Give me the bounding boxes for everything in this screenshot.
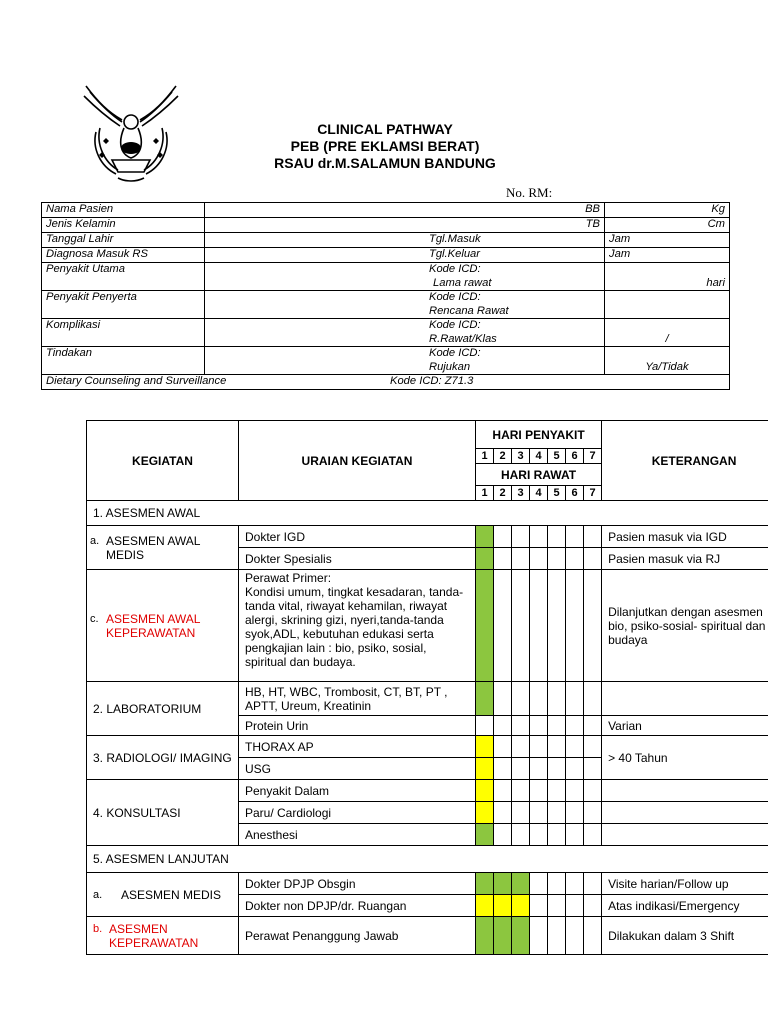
table-row [87,736,768,758]
day-2: 2 [494,486,512,501]
day-cell-filled [494,873,512,895]
item-letter: a. [90,534,100,547]
hari-rawat-header: HARI RAWAT [476,464,602,486]
klas-slash: / [605,319,730,347]
ya-tidak-label: Ya/Tidak [605,347,730,375]
title-line-2: PEB (PRE EKLAMSI BERAT) [290,138,480,154]
day-4: 4 [530,486,548,501]
asesmen-lanjutan-section: 5. ASESMEN LANJUTAN [87,846,768,873]
table-header-row [87,421,768,449]
day-cell-conditional [476,895,494,917]
day-5: 5 [548,486,566,501]
penyakit-dalam-cell: Penyakit Dalam [239,780,476,802]
lama-rawat-label: Lama rawat [433,276,492,289]
title-line-1: CLINICAL PATHWAY [317,121,453,137]
tindakan-label: Tindakan [42,347,205,375]
day-cell-conditional [476,736,494,758]
perawat-pj-cell: Perawat Penanggung Jawab [239,917,476,955]
rencana-rawat-label: Rencana Rawat [429,304,509,317]
day-6: 6 [566,449,584,464]
day-1: 1 [476,449,494,464]
table-row [87,917,768,955]
day-3: 3 [512,449,530,464]
tgl-masuk-label: Tgl.Masuk [205,233,605,248]
day-cell-filled [476,824,494,846]
laboratorium-label: 2. LABORATORIUM [87,682,239,736]
table-row [42,375,730,390]
asesmen-medis-label: ASESMEN MEDIS [121,887,222,902]
cm-label: Cm [605,218,730,233]
protein-urin-cell: Protein Urin [239,716,476,736]
uraian-header: URAIAN KEGIATAN [239,421,476,501]
non-dpjp-cell: Dokter non DPJP/dr. Ruangan [239,895,476,917]
patient-info-table [41,202,730,390]
day-cell-filled [476,873,494,895]
kegiatan-header: KEGIATAN [87,421,239,501]
item-letter: c. [90,612,99,625]
table-row [87,780,768,802]
table-row [42,347,730,375]
day-2: 2 [494,449,512,464]
ket-rj: Pasien masuk via RJ [602,548,768,570]
ket-visite: Visite harian/Follow up [602,873,768,895]
item-letter: b. [93,922,103,935]
day-cell-filled [494,917,512,955]
lab-tests-cell: HB, HT, WBC, Trombosit, CT, BT, PT , APTT, Ureum, Kreatinin [239,682,476,716]
table-row [87,570,768,682]
no-rm-label: No. RM: [506,185,553,200]
ket-perawat: Dilanjutkan dengan asesmen bio, psiko-sosial- spiritual dan budaya [602,570,768,682]
hari-penyakit-header: HARI PENYAKIT [476,421,602,449]
table-row [42,263,730,291]
table-row [42,291,730,319]
dokter-spesialis-cell: Dokter Spesialis [239,548,476,570]
ket-indikasi: Atas indikasi/Emergency [602,895,768,917]
paru-cardiologi-cell: Paru/ Cardiologi [239,802,476,824]
dokter-igd-cell: Dokter IGD [239,526,476,548]
kode-icd-z71-label: Kode ICD: Z71.3 [390,375,474,387]
day-cell-conditional [494,895,512,917]
table-row [42,319,730,347]
table-row [42,203,730,218]
asesmen-awal-medis-label: ASESMEN AWAL MEDIS [106,533,201,562]
asesmen-awal-keperawatan-label: ASESMEN AWAL KEPERAWATAN [106,611,201,640]
nama-pasien-label: Nama Pasien [42,203,205,218]
tb-label: TB [205,218,605,233]
air-force-emblem-logo [78,82,184,184]
dpjp-cell: Dokter DPJP Obsgin [239,873,476,895]
penyakit-penyerta-label: Penyakit Penyerta [42,291,205,319]
r-rawat-klas-label: R.Rawat/Klas [429,332,497,345]
kode-icd-label: Kode ICD: [429,347,481,359]
jenis-kelamin-label: Jenis Kelamin [42,218,205,233]
day-cell-conditional [512,895,530,917]
day-7: 7 [584,486,602,501]
jam-label: Jam [605,233,730,248]
day-cell-filled [476,548,494,570]
day-cell-filled [512,917,530,955]
perawat-primer-cell: Perawat Primer: Kondisi umum, tingkat kesadaran, tanda-tanda vital, riwayat kehamilan, riwayat alergi, skrining gizi, nyeri,tanda-tanda syok,ADL, kebutuhan edukasi serta pengkajian lain : bio, psiko, sosial, spiritual dan budaya. [239,570,476,682]
day-3: 3 [512,486,530,501]
table-row [42,233,730,248]
kg-label: Kg [605,203,730,218]
kode-icd-label: Kode ICD: [429,319,481,331]
konsultasi-label: 4. KONSULTASI [87,780,239,846]
table-row [42,248,730,263]
diagnosa-label: Diagnosa Masuk RS [42,248,205,263]
ket-40-tahun: > 40 Tahun [602,736,768,780]
keterangan-header: KETERANGAN [602,421,768,501]
day-cell-conditional [476,758,494,780]
day-cell-filled [476,570,494,682]
table-row [87,526,768,548]
asesmen-keperawatan-label: ASESMEN KEPERAWATAN [109,921,199,950]
day-5: 5 [548,449,566,464]
day-cell-conditional [476,802,494,824]
title-line-3: RSAU dr.M.SALAMUN BANDUNG [274,155,496,171]
tgl-keluar-label: Tgl.Keluar [205,248,605,263]
kode-icd-label: Kode ICD: [429,263,481,275]
table-row [87,873,768,895]
item-letter: a. [93,888,103,901]
usg-cell: USG [239,758,476,780]
bb-label: BB [205,203,605,218]
dietary-counseling-label: Dietary Counseling and Surveillance [46,375,227,387]
day-cell-filled [512,873,530,895]
day-6: 6 [566,486,584,501]
radiologi-label: 3. RADIOLOGI/ IMAGING [87,736,239,780]
pathway-table [86,420,768,955]
asesmen-awal-section: 1. ASESMEN AWAL [87,501,768,526]
table-row [87,682,768,716]
ket-shift: Dilakukan dalam 3 Shift [602,917,768,955]
ket-varian: Varian [602,716,768,736]
anesthesi-cell: Anesthesi [239,824,476,846]
section-row [87,501,768,526]
penyakit-utama-label: Penyakit Utama [42,263,205,291]
day-7: 7 [584,449,602,464]
hari-label: hari [605,263,730,291]
kode-icd-label: Kode ICD: [429,291,481,303]
day-1: 1 [476,486,494,501]
day-4: 4 [530,449,548,464]
komplikasi-label: Komplikasi [42,319,205,347]
rencana-rawat-value [605,291,730,319]
tanggal-lahir-label: Tanggal Lahir [42,233,205,248]
rujukan-label: Rujukan [429,360,471,373]
day-cell-filled [476,682,494,716]
day-cell-conditional [476,780,494,802]
day-cell-filled [476,526,494,548]
ket-igd: Pasien masuk via IGD [602,526,768,548]
section-row [87,846,768,873]
table-row [42,218,730,233]
jam-label: Jam [605,248,730,263]
thorax-cell: THORAX AP [239,736,476,758]
day-cell-filled [476,917,494,955]
